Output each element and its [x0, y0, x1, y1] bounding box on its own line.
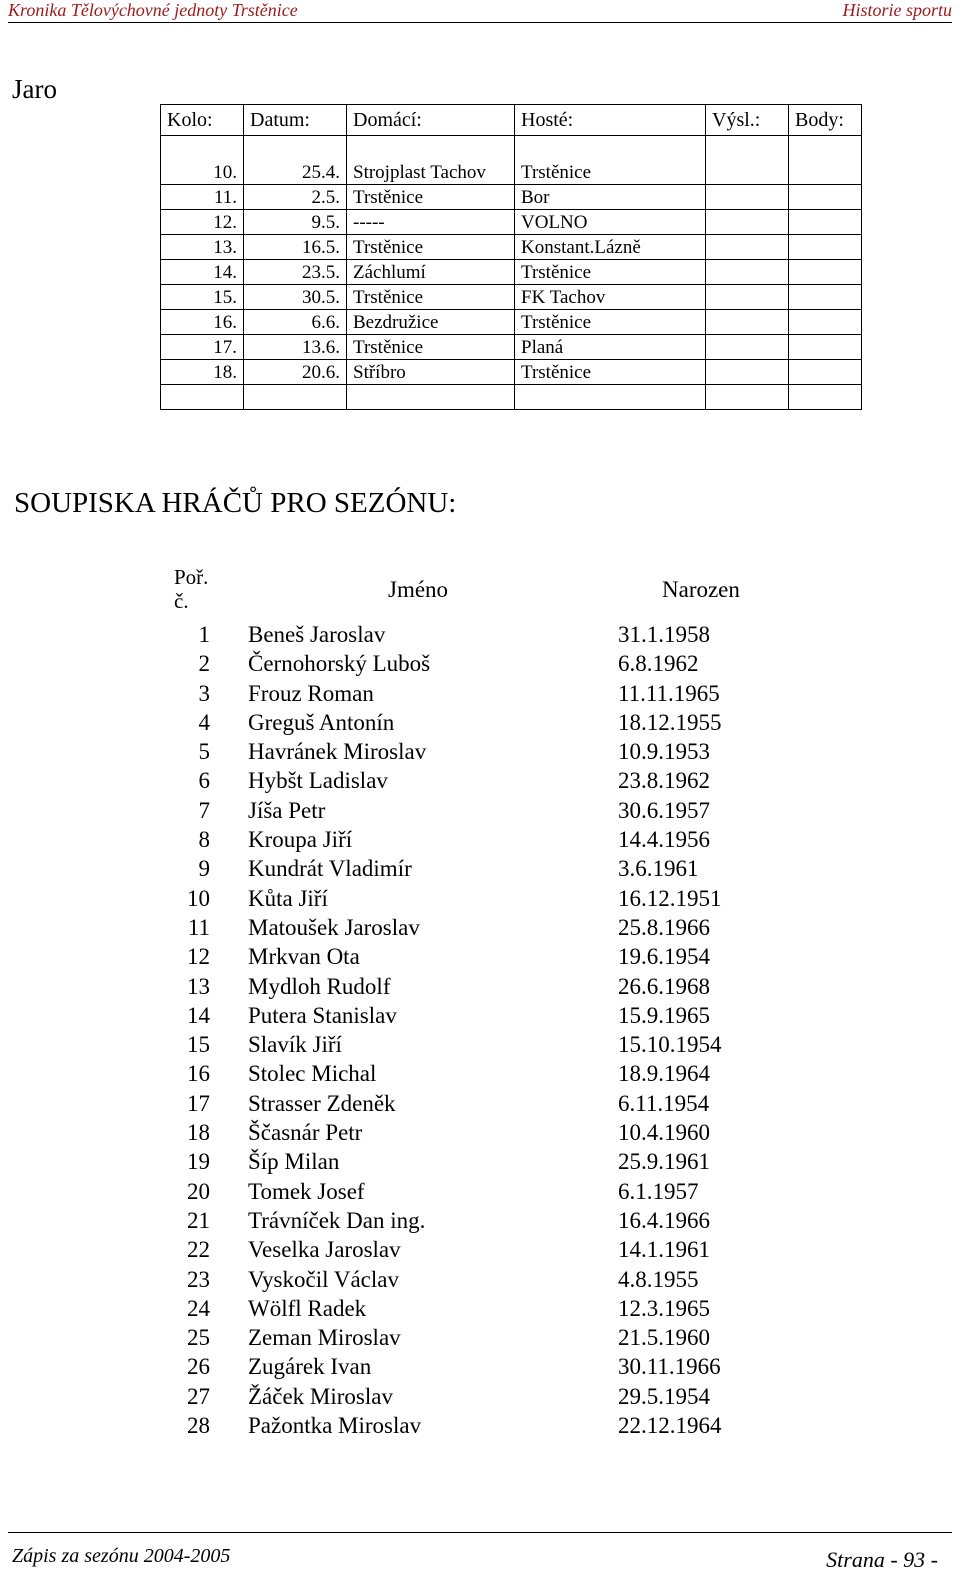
player-number: 1 — [198, 622, 210, 647]
player-number: 2 — [198, 651, 210, 677]
player-birthdate: 30.11.1966 — [618, 1354, 721, 1380]
roster-row — [0, 796, 800, 825]
schedule-cell-round: 18. — [161, 360, 244, 385]
schedule-cell-away: Trstěnice — [515, 360, 706, 385]
player-birthdate: 18.12.1955 — [618, 709, 722, 735]
roster-row — [0, 1177, 800, 1206]
schedule-row — [161, 385, 862, 410]
player-number: 4 — [198, 709, 210, 735]
roster-row — [0, 1323, 800, 1352]
player-number: 13 — [187, 973, 210, 999]
player-number: 19 — [187, 1149, 210, 1175]
schedule-cell-home: Strojplast Tachov — [347, 136, 515, 185]
roster-row — [0, 737, 800, 766]
footer-page-number: Strana - 93 - — [826, 1547, 938, 1572]
schedule-header-round: Kolo: — [161, 105, 244, 136]
schedule-cell-result — [706, 136, 789, 185]
schedule-cell-result — [706, 310, 789, 335]
player-birthdate: 11.11.1965 — [618, 680, 720, 706]
schedule-cell-points — [789, 310, 862, 335]
schedule-cell-away: Planá — [515, 335, 706, 360]
schedule-table — [160, 104, 862, 410]
roster-row — [0, 913, 800, 942]
schedule-cell-home: Trstěnice — [347, 235, 515, 260]
player-name: Šíp Milan — [248, 1149, 340, 1175]
schedule-cell-round: 16. — [161, 310, 244, 335]
player-name: Ščasnár Petr — [248, 1120, 363, 1146]
player-birthdate: 12.3.1965 — [618, 1295, 710, 1321]
player-number: 6 — [198, 768, 210, 794]
roster-header-order — [174, 565, 214, 613]
player-name: Kundrát Vladimír — [248, 856, 412, 882]
schedule-cell-points — [789, 260, 862, 285]
player-number: 9 — [198, 856, 210, 882]
schedule-cell-result — [706, 385, 789, 410]
player-number: 14 — [187, 1002, 210, 1028]
schedule-cell-round — [161, 385, 244, 410]
schedule-cell-date: 25.4. — [244, 136, 347, 185]
player-number: 23 — [187, 1266, 210, 1292]
player-birthdate: 21.5.1960 — [618, 1325, 710, 1351]
roster-row — [0, 620, 800, 649]
player-birthdate: 30.6.1957 — [618, 797, 710, 823]
header-section-title: Historie sportu — [842, 0, 952, 20]
schedule-cell-round: 12. — [161, 210, 244, 235]
schedule-cell-result — [706, 235, 789, 260]
player-birthdate: 31.1.1958 — [618, 622, 710, 647]
roster-row — [0, 1411, 800, 1440]
player-number: 10 — [187, 885, 210, 911]
schedule-cell-away: Trstěnice — [515, 136, 706, 185]
player-birthdate: 18.9.1964 — [618, 1061, 710, 1087]
schedule-cell-points — [789, 285, 862, 310]
roster-row — [0, 1089, 800, 1118]
roster-row — [0, 825, 800, 854]
player-birthdate: 6.1.1957 — [618, 1178, 699, 1204]
schedule-cell-points — [789, 335, 862, 360]
schedule-cell-date: 13.6. — [244, 335, 347, 360]
player-name: Strasser Zdeněk — [248, 1090, 396, 1116]
roster-row — [0, 1352, 800, 1381]
schedule-header-result: Výsl.: — [706, 105, 789, 136]
schedule-cell-result — [706, 360, 789, 385]
player-number: 24 — [187, 1295, 210, 1321]
schedule-cell-home: Trstěnice — [347, 335, 515, 360]
player-number: 12 — [187, 944, 210, 970]
player-number: 16 — [187, 1061, 210, 1087]
player-number: 7 — [198, 797, 210, 823]
roster-row — [0, 854, 800, 883]
header-chronicle-title: Kronika Tělovýchovné jednoty Trstěnice — [8, 0, 298, 20]
page-header — [8, 0, 952, 23]
roster-row — [0, 1030, 800, 1059]
schedule-cell-result — [706, 260, 789, 285]
schedule-cell-date: 6.6. — [244, 310, 347, 335]
player-name: Mrkvan Ota — [248, 944, 360, 970]
roster-row — [0, 972, 800, 1001]
player-name: Stolec Michal — [248, 1061, 377, 1087]
player-name: Greguš Antonín — [248, 709, 395, 735]
player-birthdate: 16.4.1966 — [618, 1207, 710, 1233]
schedule-cell-date: 9.5. — [244, 210, 347, 235]
player-birthdate: 10.9.1953 — [618, 739, 710, 765]
player-number: 18 — [187, 1120, 210, 1146]
player-name: Veselka Jaroslav — [248, 1237, 401, 1263]
schedule-row — [161, 210, 862, 235]
player-birthdate: 26.6.1968 — [618, 973, 710, 999]
footer-season: Zápis za sezónu 2004-2005 — [12, 1545, 231, 1567]
player-name: Hybšt Ladislav — [248, 768, 388, 794]
roster-row — [0, 1265, 800, 1294]
schedule-cell-away: Trstěnice — [515, 310, 706, 335]
schedule-cell-date: 30.5. — [244, 285, 347, 310]
schedule-cell-points — [789, 136, 862, 185]
player-name: Pažontka Miroslav — [248, 1413, 422, 1439]
player-number: 17 — [187, 1090, 210, 1116]
roster-row — [0, 1206, 800, 1235]
schedule-cell-away: VOLNO — [515, 210, 706, 235]
schedule-row — [161, 360, 862, 385]
schedule-cell-home: Záchlumí — [347, 260, 515, 285]
schedule-row — [161, 285, 862, 310]
schedule-cell-round: 14. — [161, 260, 244, 285]
player-name: Wölfl Radek — [248, 1295, 367, 1321]
roster-row — [0, 1147, 800, 1176]
page-footer — [8, 1532, 952, 1573]
player-number: 28 — [187, 1413, 210, 1439]
schedule-cell-points — [789, 185, 862, 210]
schedule-cell-date: 23.5. — [244, 260, 347, 285]
schedule-cell-home: Bezdružice — [347, 310, 515, 335]
roster-row — [0, 942, 800, 971]
schedule-cell-points — [789, 360, 862, 385]
schedule-cell-round: 10. — [161, 136, 244, 185]
schedule-cell-away: Konstant.Lázně — [515, 235, 706, 260]
player-number: 11 — [187, 914, 210, 940]
schedule-row — [161, 235, 862, 260]
schedule-cell-home — [347, 385, 515, 410]
schedule-cell-result — [706, 185, 789, 210]
schedule-row — [161, 185, 862, 210]
player-name: Černohorský Luboš — [248, 651, 431, 677]
schedule-cell-round: 13. — [161, 235, 244, 260]
player-number: 20 — [187, 1178, 210, 1204]
roster-row — [0, 884, 800, 913]
schedule-cell-round: 11. — [161, 185, 244, 210]
player-birthdate: 15.10.1954 — [618, 1032, 722, 1058]
schedule-header-date: Datum: — [244, 105, 347, 136]
roster-header-order-text: Poř. č. — [174, 565, 209, 613]
player-name: Zeman Miroslav — [248, 1325, 401, 1351]
player-number: 26 — [187, 1354, 210, 1380]
player-birthdate: 6.11.1954 — [618, 1090, 710, 1116]
player-birthdate: 10.4.1960 — [618, 1120, 710, 1146]
roster-row — [0, 708, 800, 737]
roster-row — [0, 1118, 800, 1147]
schedule-row — [161, 136, 862, 185]
schedule-cell-date: 2.5. — [244, 185, 347, 210]
player-birthdate: 3.6.1961 — [618, 856, 699, 882]
schedule-cell-away: Trstěnice — [515, 260, 706, 285]
roster-list — [0, 620, 800, 1440]
schedule-cell-date: 20.6. — [244, 360, 347, 385]
player-number: 15 — [187, 1032, 210, 1058]
player-name: Mydloh Rudolf — [248, 973, 391, 999]
season-label: Jaro — [12, 74, 57, 104]
player-number: 8 — [198, 827, 210, 853]
schedule-header-points: Body: — [789, 105, 862, 136]
player-birthdate: 14.4.1956 — [618, 827, 710, 853]
schedule-cell-home: Trstěnice — [347, 285, 515, 310]
player-birthdate: 25.8.1966 — [618, 914, 710, 940]
roster-header-name: Jméno — [388, 577, 449, 602]
player-name: Putera Stanislav — [248, 1002, 397, 1028]
schedule-cell-away — [515, 385, 706, 410]
player-number: 25 — [187, 1325, 210, 1351]
schedule-cell-away: Bor — [515, 185, 706, 210]
schedule-cell-points — [789, 385, 862, 410]
schedule-cell-date — [244, 385, 347, 410]
schedule-cell-result — [706, 335, 789, 360]
player-birthdate: 15.9.1965 — [618, 1002, 710, 1028]
schedule-cell-home: Trstěnice — [347, 185, 515, 210]
player-birthdate: 23.8.1962 — [618, 768, 710, 794]
roster-row — [0, 1382, 800, 1411]
schedule-cell-result — [706, 285, 789, 310]
player-birthdate: 16.12.1951 — [618, 885, 722, 911]
player-name: Beneš Jaroslav — [248, 622, 386, 647]
player-number: 22 — [187, 1237, 210, 1263]
schedule-cell-home: ----- — [347, 210, 515, 235]
player-name: Žáček Miroslav — [248, 1383, 393, 1409]
player-name: Slavík Jiří — [248, 1032, 342, 1058]
player-birthdate: 14.1.1961 — [618, 1237, 710, 1263]
schedule-header-away: Hosté: — [515, 105, 706, 136]
roster-row — [0, 1059, 800, 1088]
player-birthdate: 25.9.1961 — [618, 1149, 710, 1175]
schedule-cell-away: FK Tachov — [515, 285, 706, 310]
schedule-cell-home: Stříbro — [347, 360, 515, 385]
player-name: Zugárek Ivan — [248, 1354, 372, 1380]
player-number: 21 — [187, 1207, 210, 1233]
player-birthdate: 19.6.1954 — [618, 944, 710, 970]
roster-header-born: Narozen — [662, 577, 740, 602]
schedule-cell-points — [789, 210, 862, 235]
schedule-row — [161, 310, 862, 335]
schedule-row — [161, 335, 862, 360]
player-number: 5 — [198, 739, 210, 765]
player-name: Tomek Josef — [248, 1178, 365, 1204]
player-name: Kroupa Jiří — [248, 827, 353, 853]
roster-row — [0, 649, 800, 678]
schedule-cell-date: 16.5. — [244, 235, 347, 260]
roster-row — [0, 679, 800, 708]
roster-row — [0, 766, 800, 795]
schedule-cell-round: 15. — [161, 285, 244, 310]
schedule-cell-round: 17. — [161, 335, 244, 360]
player-birthdate: 4.8.1955 — [618, 1266, 699, 1292]
schedule-header-row — [161, 105, 862, 136]
roster-title: SOUPISKA HRÁČŮ PRO SEZÓNU: — [14, 487, 457, 519]
roster-row — [0, 1001, 800, 1030]
player-number: 3 — [198, 680, 210, 706]
player-name: Jíša Petr — [248, 797, 326, 823]
schedule-row — [161, 260, 862, 285]
player-name: Kůta Jiří — [248, 885, 328, 911]
player-number: 27 — [187, 1383, 210, 1409]
roster-row — [0, 1235, 800, 1264]
player-name: Vyskočil Václav — [248, 1266, 399, 1292]
player-birthdate: 29.5.1954 — [618, 1383, 710, 1409]
player-birthdate: 22.12.1964 — [618, 1413, 722, 1439]
player-name: Havránek Miroslav — [248, 739, 427, 765]
player-name: Trávníček Dan ing. — [248, 1207, 426, 1233]
player-name: Frouz Roman — [248, 680, 374, 706]
schedule-cell-result — [706, 210, 789, 235]
schedule-header-home: Domácí: — [347, 105, 515, 136]
player-name: Matoušek Jaroslav — [248, 914, 420, 940]
roster-row — [0, 1294, 800, 1323]
schedule-cell-points — [789, 235, 862, 260]
player-birthdate: 6.8.1962 — [618, 651, 699, 677]
